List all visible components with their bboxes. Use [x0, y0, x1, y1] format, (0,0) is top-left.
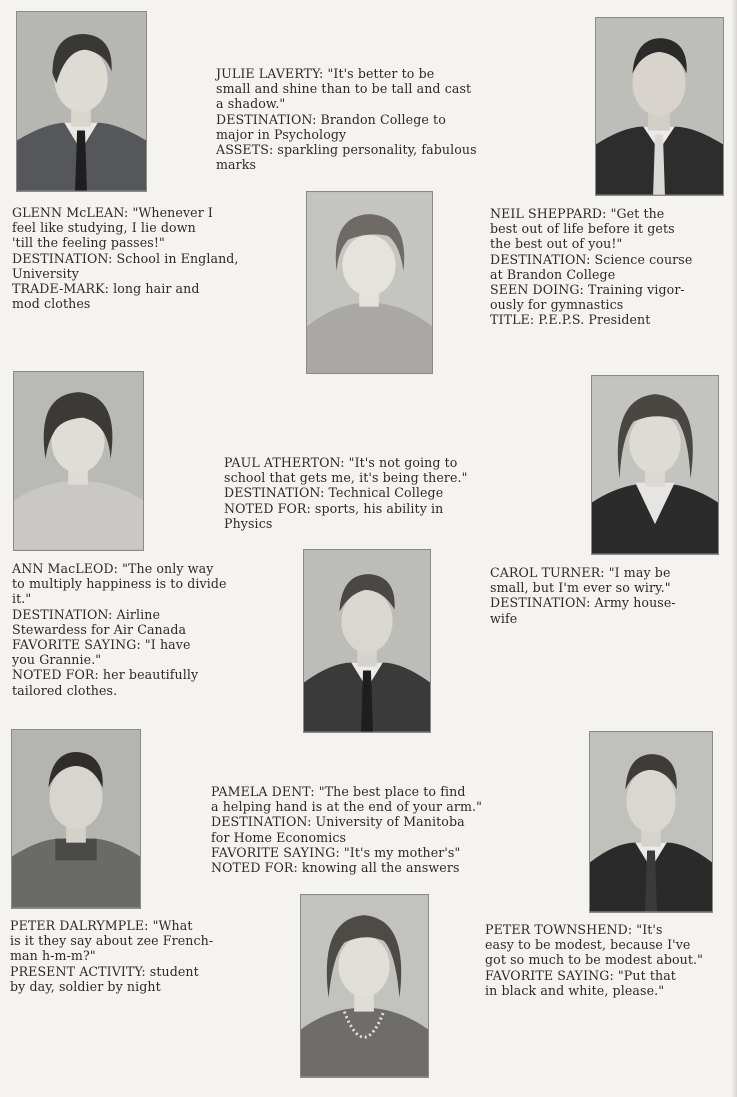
caption-line: TRADE-MARK: long hair and	[12, 281, 200, 297]
caption-line: a shadow."	[216, 96, 286, 112]
caption-line: major in Psychology	[216, 126, 347, 142]
portrait-male-icon	[596, 18, 723, 195]
caption-line: DESTINATION: Army house-	[490, 595, 676, 611]
caption-line: small, but I'm ever so wiry."	[490, 580, 671, 596]
caption-neil-sheppard	[490, 206, 692, 328]
caption-glenn-mclean	[12, 205, 239, 311]
caption-line: wife	[490, 610, 518, 626]
caption-line: marks	[216, 157, 257, 173]
portrait-female-icon	[307, 192, 432, 373]
caption-line: it."	[12, 591, 32, 607]
caption-line: for Home Economics	[211, 829, 347, 845]
caption-line: by day, soldier by night	[10, 978, 161, 994]
caption-peter-dalrymple	[10, 918, 213, 994]
photo-pamela-dent	[300, 894, 429, 1078]
caption-line: Stewardess for Air Canada	[12, 621, 187, 637]
caption-line: small and shine than to be tall and cast	[216, 81, 472, 97]
caption-line: best out of life before it gets	[490, 221, 675, 237]
caption-line: CAROL TURNER: "I may be	[490, 565, 671, 580]
caption-line: TITLE: P.E.P.S. President	[490, 312, 651, 328]
caption-line: FAVORITE SAYING: "It's my mother's"	[211, 844, 461, 860]
photo-ann-macleod	[13, 371, 144, 551]
caption-line: DESTINATION: Brandon College to	[216, 111, 446, 127]
caption-line: PETER TOWNSHEND: "It's	[485, 922, 663, 937]
caption-line: SEEN DOING: Training vigor-	[490, 282, 685, 298]
caption-line: feel like studying, I lie down	[12, 220, 196, 236]
caption-line: ously for gymnastics	[490, 297, 624, 313]
caption-line: DESTINATION: University of Manitoba	[211, 814, 465, 830]
caption-line: PETER DALRYMPLE: "What	[10, 918, 193, 933]
portrait-male-icon	[17, 12, 146, 191]
photo-peter-townshend	[589, 731, 713, 913]
photo-julie-laverty	[306, 191, 433, 374]
photo-paul-atherton	[303, 549, 431, 733]
caption-paul-atherton	[224, 455, 468, 531]
caption-line: man h-m-m?"	[10, 948, 96, 964]
caption-ann-macleod	[12, 561, 227, 698]
caption-line: at Brandon College	[490, 266, 616, 282]
portrait-female-icon	[301, 895, 428, 1077]
caption-line: the best out of you!"	[490, 236, 623, 252]
caption-line: DESTINATION: School in England,	[12, 250, 239, 266]
caption-line: PAUL ATHERTON: "It's not going to	[224, 455, 458, 470]
page-edge-shadow	[731, 0, 737, 1097]
photo-glenn-mclean	[16, 11, 147, 192]
caption-line: PAMELA DENT: "The best place to find	[211, 784, 466, 799]
portrait-male-icon	[590, 732, 712, 912]
caption-line: DESTINATION: Airline	[12, 606, 160, 622]
caption-line: to multiply happiness is to divide	[12, 576, 227, 592]
portrait-male-icon	[304, 550, 430, 732]
caption-line: easy to be modest, because I've	[485, 937, 691, 953]
caption-julie-laverty	[216, 66, 477, 172]
caption-line: is it they say about zee French-	[10, 933, 214, 949]
caption-pamela-dent	[211, 784, 482, 875]
caption-line: University	[12, 265, 80, 281]
caption-carol-turner	[490, 565, 676, 626]
caption-line: NOTED FOR: knowing all the answers	[211, 860, 460, 876]
portrait-male-icon	[12, 730, 140, 908]
caption-peter-townshend	[485, 922, 703, 998]
caption-line: tailored clothes.	[12, 682, 118, 698]
caption-line: PRESENT ACTIVITY: student	[10, 963, 199, 979]
portrait-female-icon	[14, 372, 143, 550]
caption-line: school that gets me, it's being there."	[224, 470, 468, 486]
caption-line: NOTED FOR: her beautifully	[12, 667, 199, 683]
caption-line: ASSETS: sparkling personality, fabulous	[216, 142, 477, 158]
caption-line: GLENN McLEAN: "Whenever I	[12, 205, 214, 220]
caption-line: you Grannie."	[12, 652, 102, 668]
photo-peter-dalrymple	[11, 729, 141, 909]
caption-line: NEIL SHEPPARD: "Get the	[490, 206, 665, 221]
photo-carol-turner	[591, 375, 719, 555]
caption-line: NOTED FOR: sports, his ability in	[224, 500, 444, 516]
caption-line: in black and white, please."	[485, 982, 665, 998]
caption-line: a helping hand is at the end of your arm."	[211, 799, 483, 815]
caption-line: JULIE LAVERTY: "It's better to be	[216, 66, 435, 81]
caption-line: 'till the feeling passes!"	[12, 235, 165, 251]
caption-line: FAVORITE SAYING: "I have	[12, 637, 191, 653]
caption-line: ANN MacLEOD: "The only way	[12, 561, 214, 576]
portrait-female-icon	[592, 376, 718, 554]
caption-line: Physics	[224, 515, 273, 531]
caption-line: mod clothes	[12, 296, 91, 312]
caption-line: DESTINATION: Science course	[490, 251, 693, 267]
caption-line: DESTINATION: Technical College	[224, 485, 444, 501]
caption-line: FAVORITE SAYING: "Put that	[485, 967, 676, 983]
photo-neil-sheppard	[595, 17, 724, 196]
caption-line: got so much to be modest about."	[485, 952, 704, 968]
